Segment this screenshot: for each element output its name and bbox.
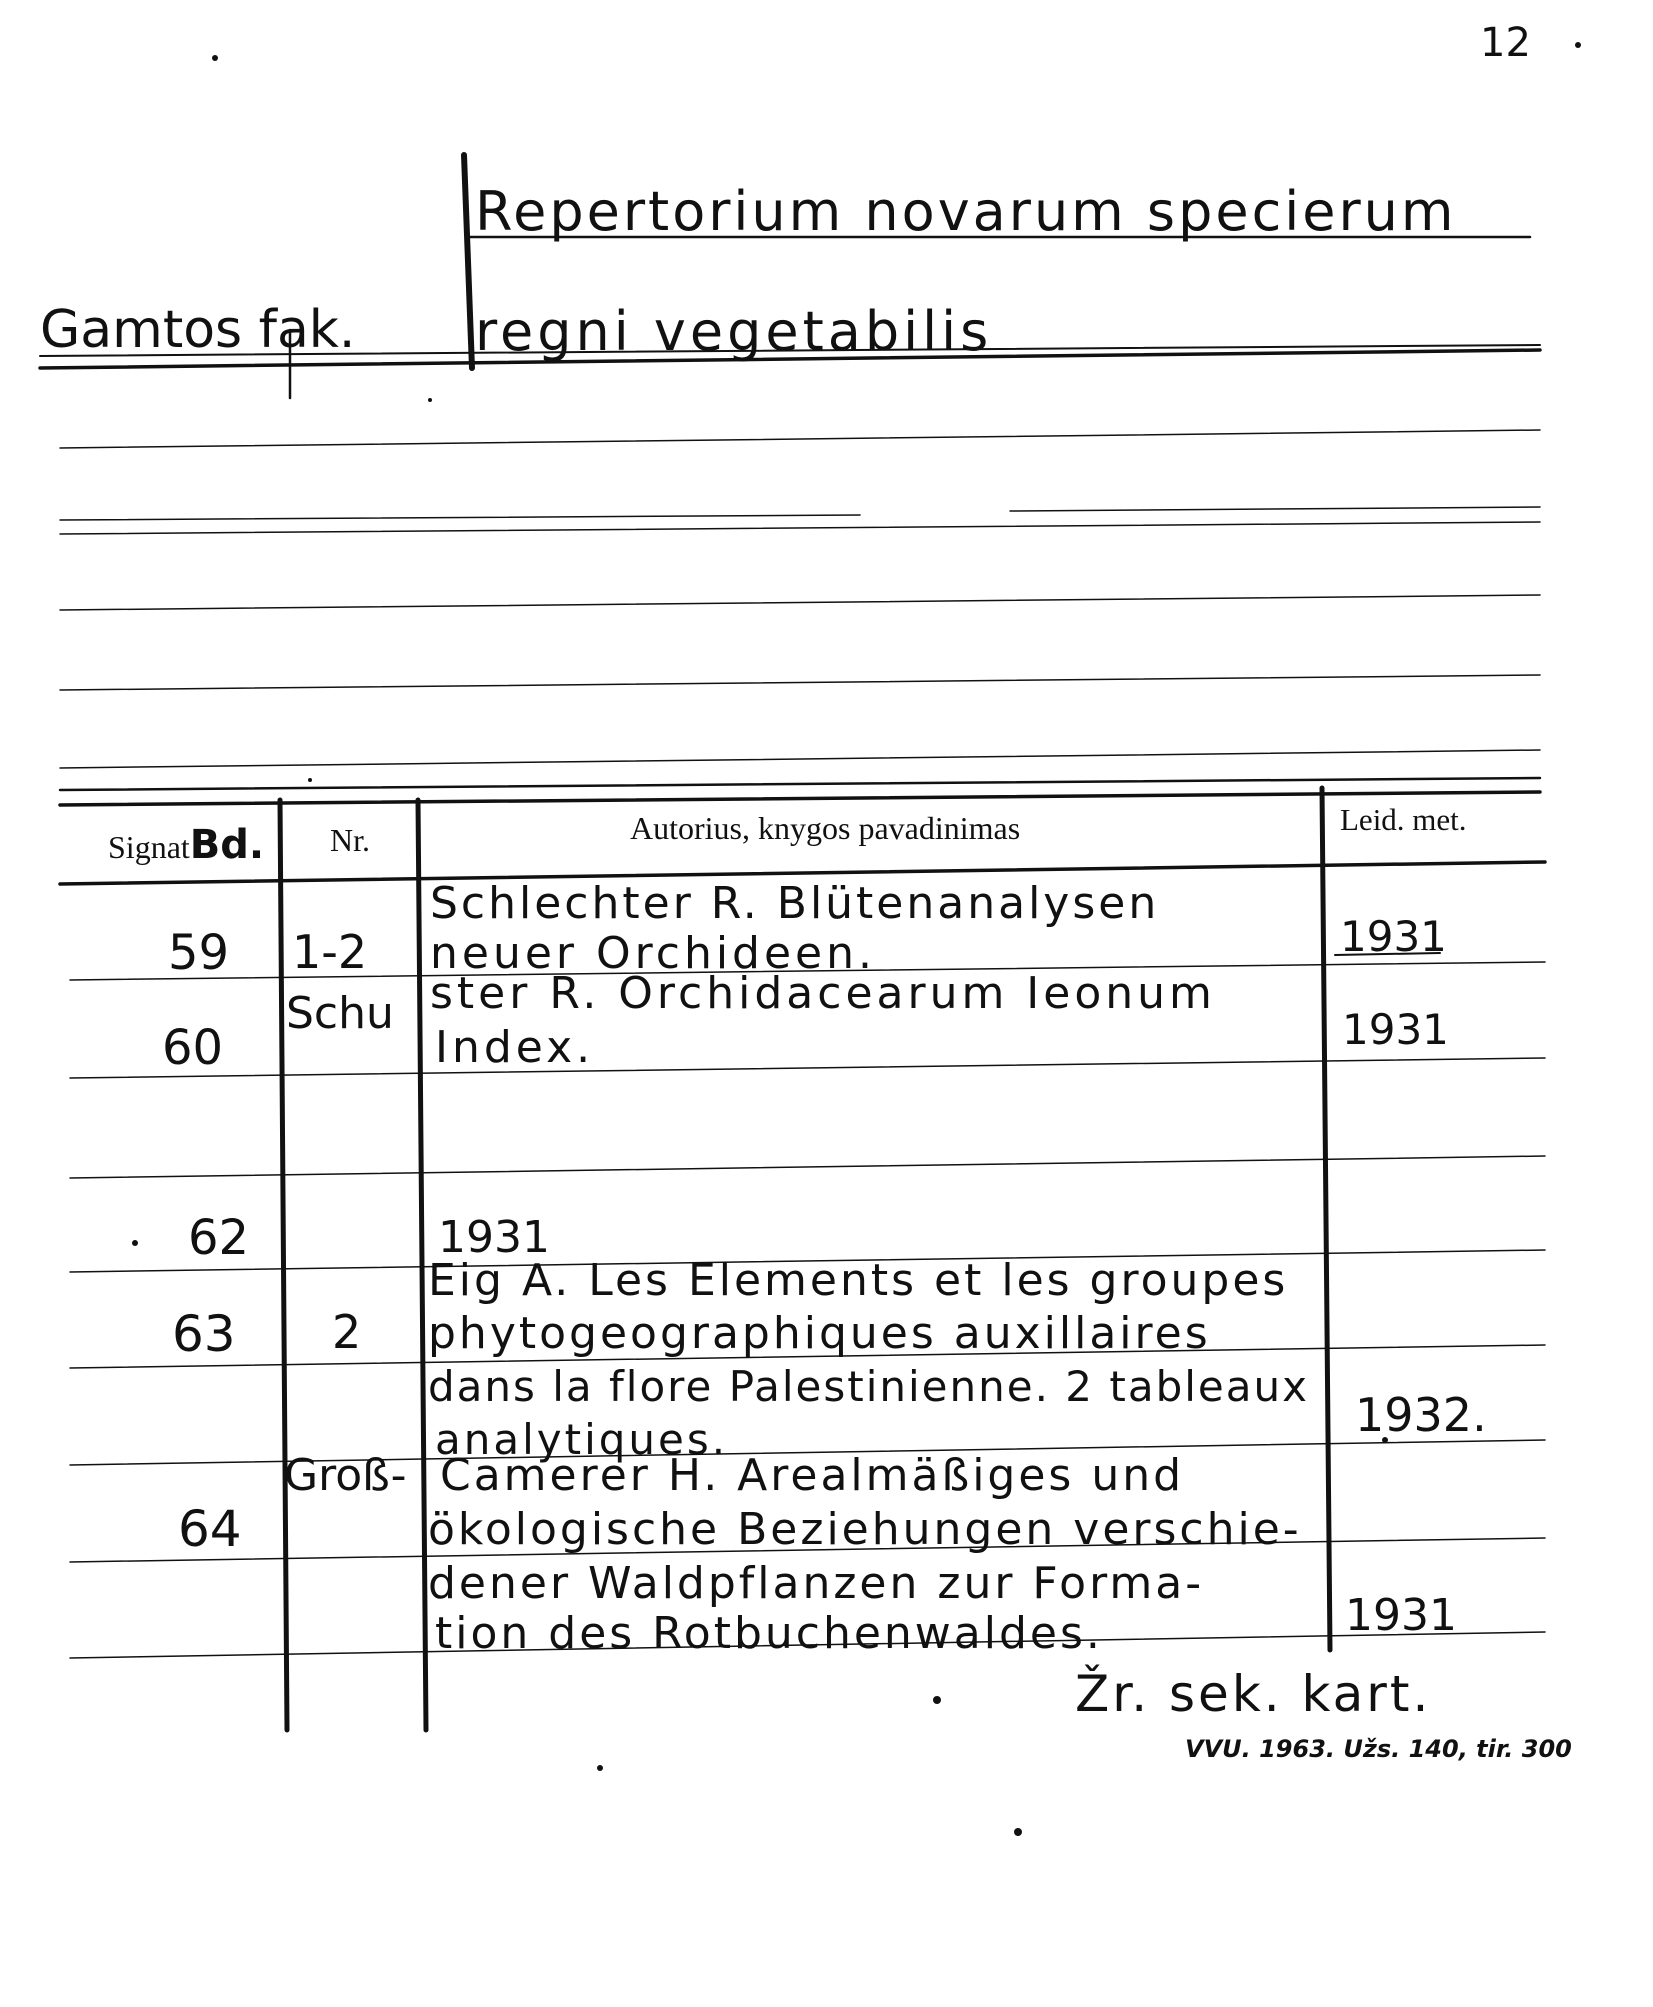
row-text-line: neuer Orchideen. bbox=[430, 928, 876, 979]
row-text-line: dans la flore Palestinienne. 2 tableaux bbox=[428, 1362, 1309, 1411]
row-nr: Groß- bbox=[284, 1450, 407, 1501]
row-text-line: dener Waldpflanzen zur Forma- bbox=[428, 1558, 1205, 1609]
printer-mark: VVU. 1963. Užs. 140, tir. 300 bbox=[1185, 1735, 1572, 1763]
row-bd: 60 bbox=[162, 1020, 224, 1076]
title-line-2: regni vegetabilis bbox=[475, 300, 993, 363]
row-bd: 62 bbox=[188, 1210, 250, 1266]
row-text-line: analytiques. bbox=[435, 1415, 729, 1464]
row-bd: 64 bbox=[178, 1500, 242, 1558]
row-text-line: tion des Rotbuchenwaldes. bbox=[435, 1608, 1103, 1659]
faculty-label: Gamtos fak. bbox=[40, 300, 356, 360]
header-year: Leid. met. bbox=[1340, 802, 1467, 837]
row-text-line: 1931 bbox=[438, 1212, 550, 1263]
header-author-title: Autorius, knygos pavadinimas bbox=[630, 810, 1021, 846]
row-year: 1931 bbox=[1340, 912, 1447, 961]
row-year: 1931 bbox=[1345, 1590, 1457, 1641]
row-year: 1931 bbox=[1342, 1005, 1449, 1054]
row-text-line: Eig A. Les Elements et les groupes bbox=[428, 1255, 1289, 1306]
row-text-line: phytogeographiques auxillaires bbox=[428, 1308, 1211, 1359]
see-next-card-note: Žr. sek. kart. bbox=[1075, 1665, 1432, 1723]
title-line-1: Repertorium novarum specierum bbox=[475, 180, 1457, 243]
row-text-line: ster R. Orchidacearum Ieonum bbox=[430, 968, 1216, 1019]
row-bd: 63 bbox=[172, 1305, 236, 1363]
header-signature-label: Signat bbox=[108, 829, 190, 865]
row-text-line: ökologische Beziehungen verschie- bbox=[428, 1504, 1302, 1555]
header-signature bbox=[108, 822, 264, 868]
row-text-line: Index. bbox=[435, 1022, 595, 1073]
row-nr: 1-2 bbox=[292, 925, 368, 979]
header-signature-suffix: Bd. bbox=[189, 822, 265, 868]
row-nr: 2 bbox=[332, 1305, 362, 1359]
row-year: 1932. bbox=[1355, 1388, 1487, 1442]
header-number: Nr. bbox=[330, 822, 370, 858]
row-bd: 59 bbox=[168, 925, 230, 981]
row-nr: Schu bbox=[286, 988, 394, 1039]
row-text-line: Schlechter R. Blütenanalysen bbox=[430, 878, 1160, 929]
row-text-line: Camerer H. Arealmäßiges und bbox=[440, 1450, 1185, 1501]
page-number: 12 bbox=[1480, 20, 1531, 66]
